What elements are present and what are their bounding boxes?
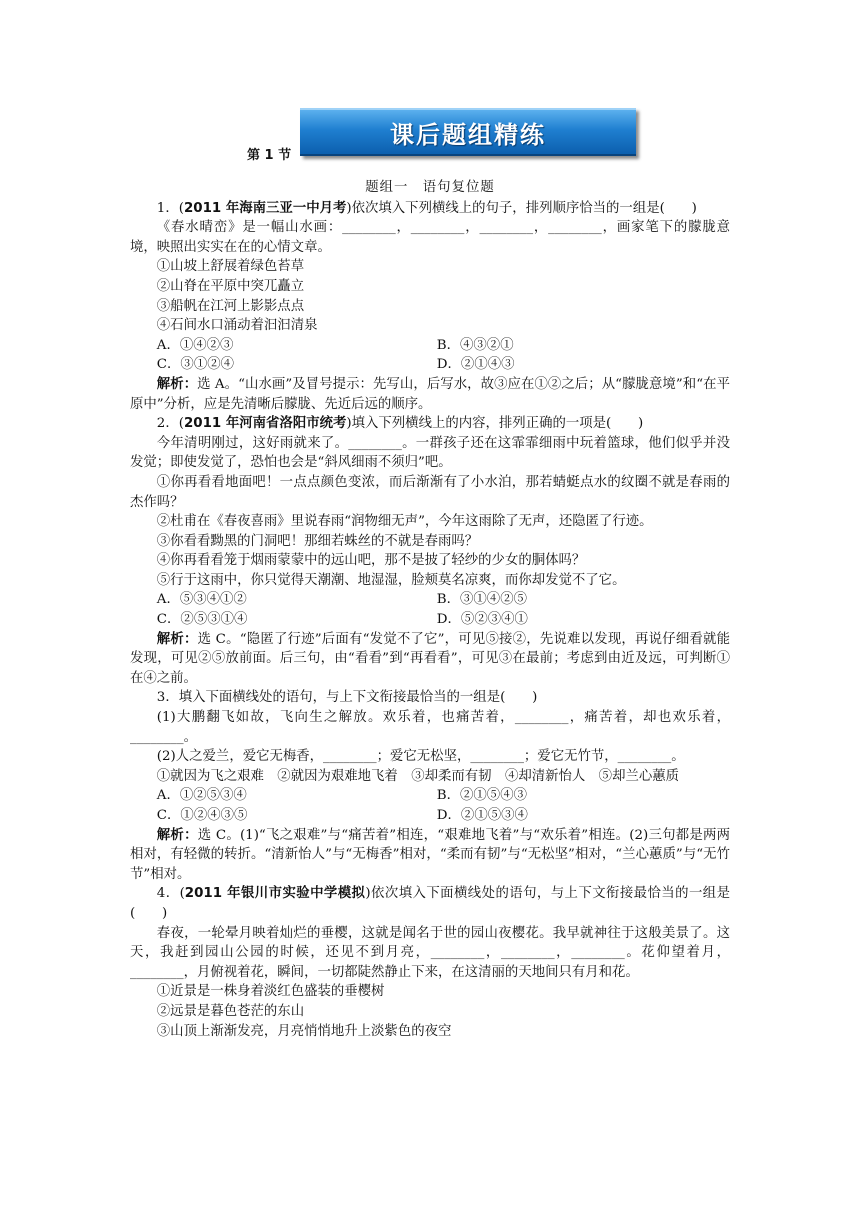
question-1-item: ③船帆在江河上影影点点: [156, 298, 305, 314]
question-1-options-row: [130, 355, 730, 375]
question-2-options-row: [130, 590, 730, 610]
question-4-item: ②远景是暮色苍茫的东山: [156, 1003, 305, 1019]
option-d: D．②①⑤③④: [436, 808, 528, 823]
option-d: D．②①④③: [436, 357, 515, 373]
question-2-item: ③你看看黝黑的门洞吧！那细若蛛丝的不就是春雨吗？: [156, 533, 479, 549]
title-banner: [300, 108, 636, 156]
option-a: A．⑤③④①②: [156, 592, 247, 608]
option-d: D．⑤②③④①: [436, 612, 528, 628]
option-c: C．②⑤③①④: [156, 612, 248, 628]
option-a: A．①②⑤③④: [156, 788, 247, 804]
option-c: C．①②④③⑤: [156, 808, 248, 823]
question-4-source: 2011 年银川市实验中学模拟: [184, 886, 366, 902]
question-3-stem: 3．填入下面横线处的语句，与上下文衔接最恰当的一组是( ): [156, 690, 538, 706]
question-4-stem: 4．(2011 年银川市实验中学模拟)依次填入下面横线处的语句，与上下文衔接最恰当的一组是( ): [130, 886, 730, 921]
question-2-source: 2011 年河南省洛阳市统考: [183, 416, 347, 432]
question-3-options-row: [130, 786, 730, 806]
question-2-item: ⑤行于这雨中，你只觉得天潮潮、地湿湿，脸颊莫名凉爽，而你却发觉不了它。: [156, 572, 626, 588]
question-3-options-row: [130, 806, 730, 826]
question-2-analysis: 解析：选 C。“隐匿了行迹”后面有“发觉不了它”，可见⑤接②，先说难以发现，再说仔细看就能发现，可见②⑤放前面。后三句，由“看看”到“再看看”，可见③在最前；考虑到由近及远，可判断①在④之前。: [130, 631, 730, 686]
exercise-content: [130, 178, 730, 1041]
question-1-source: 2011 年海南三亚一中月考: [183, 200, 347, 216]
question-3-analysis: 解析：选 C。(1)“飞之艰难”与“痛苦着”相连，“艰难地飞着”与“欢乐着”相连。(2)三句都是两两相对，有轻微的转折。“清新怡人”与“无梅香”相对，“柔而有韧”与“无松坚”相对，“兰心蕙质”与“无竹节”相对。: [130, 827, 731, 882]
group-title: 题组一 语句复位题: [365, 180, 495, 195]
question-2-item: ①你再看看地面吧！一点点颜色变浓，而后渐渐有了小水泊，那若蜻蜓点水的纹圈不就是春雨的杰作吗？: [130, 474, 730, 510]
question-3-sentence-1: (1)大鹏翻飞如故，飞向生之解放。欢乐着，也痛苦着，________，痛苦着，却也欢乐着，________。: [130, 710, 730, 745]
question-3-sentence-2: (2)人之爱兰，爱它无梅香，________；爱它无松坚，________；爱它无竹节，________。: [156, 749, 685, 765]
question-1-item: ①山坡上舒展着绿色苔草: [156, 259, 305, 275]
analysis-label: 解析：: [156, 631, 198, 647]
question-4-item: ③山顶上渐渐发亮，月亮悄悄地升上淡紫色的夜空: [156, 1023, 452, 1039]
question-2-item: ④你再看看笼于烟雨蒙蒙中的远山吧，那不是披了轻纱的少女的胴体吗？: [156, 553, 586, 569]
banner-title: 课后题组精练: [390, 120, 546, 149]
question-2-options-row: [130, 610, 730, 630]
option-b: B．④③②①: [436, 337, 514, 353]
analysis-label: 解析：: [156, 827, 198, 843]
analysis-label: 解析：: [156, 376, 198, 392]
question-2-passage: 今年清明刚过，这好雨就来了。________。一群孩子还在这霏霏细雨中玩着篮球，他们似乎并没发觉；即使发觉了，恐怕也会是“斜风细雨不须归”吧。: [130, 435, 730, 471]
question-2-stem: 2．(2011 年河南省洛阳市统考)填入下列横线上的内容，排列正确的一项是( ): [156, 416, 644, 432]
question-1-options-row: [130, 336, 730, 356]
option-b: B．②①⑤④③: [436, 788, 527, 804]
question-1-item: ④石间水口涌动着汩汩清泉: [156, 318, 318, 334]
question-2-item: ②杜甫在《春夜喜雨》里说春雨“润物细无声”，今年这雨除了无声，还隐匿了行迹。: [156, 514, 653, 530]
question-1-stem: 1．(2011 年海南三亚一中月考)依次填入下列横线上的句子，排列顺序恰当的一组是( ): [156, 200, 697, 216]
question-3-items: ①就因为飞之艰难 ②就因为艰难地飞着 ③却柔而有韧 ④却清新怡人 ⑤却兰心蕙质: [156, 768, 680, 784]
question-1-analysis: 解析：选 A。“山水画”及冒号提示：先写山，后写水，故③应在①②之后；从“朦胧意境”和“在平原中”分析，应是先清晰后朦胧、先近后远的顺序。: [130, 376, 730, 412]
question-4-passage: 春夜，一轮晕月映着灿烂的垂樱，这就是闻名于世的园山夜樱花。我早就神往于这般美景了。这天，我赶到园山公园的时候，还见不到月亮，________，________，________。花仰望着月，________，月俯视着花，瞬间，一切都陡然静止下来，在这清丽的天地间只有月和花。: [130, 925, 730, 980]
question-4-item: ①近景是一株身着淡红色盛装的垂樱树: [156, 984, 385, 1000]
option-c: C．③①②④: [156, 357, 234, 373]
question-1-passage: 《春水晴峦》是一幅山水画：________，________，________，________，画家笔下的朦胧意境，映照出实实在在的心情文章。: [130, 220, 730, 255]
section-label: 第 1 节: [247, 148, 292, 163]
option-a: A．①④②③: [156, 337, 234, 353]
question-1-item: ②山脊在平原中突兀矗立: [156, 278, 305, 294]
option-b: B．③①④②⑤: [436, 592, 527, 608]
